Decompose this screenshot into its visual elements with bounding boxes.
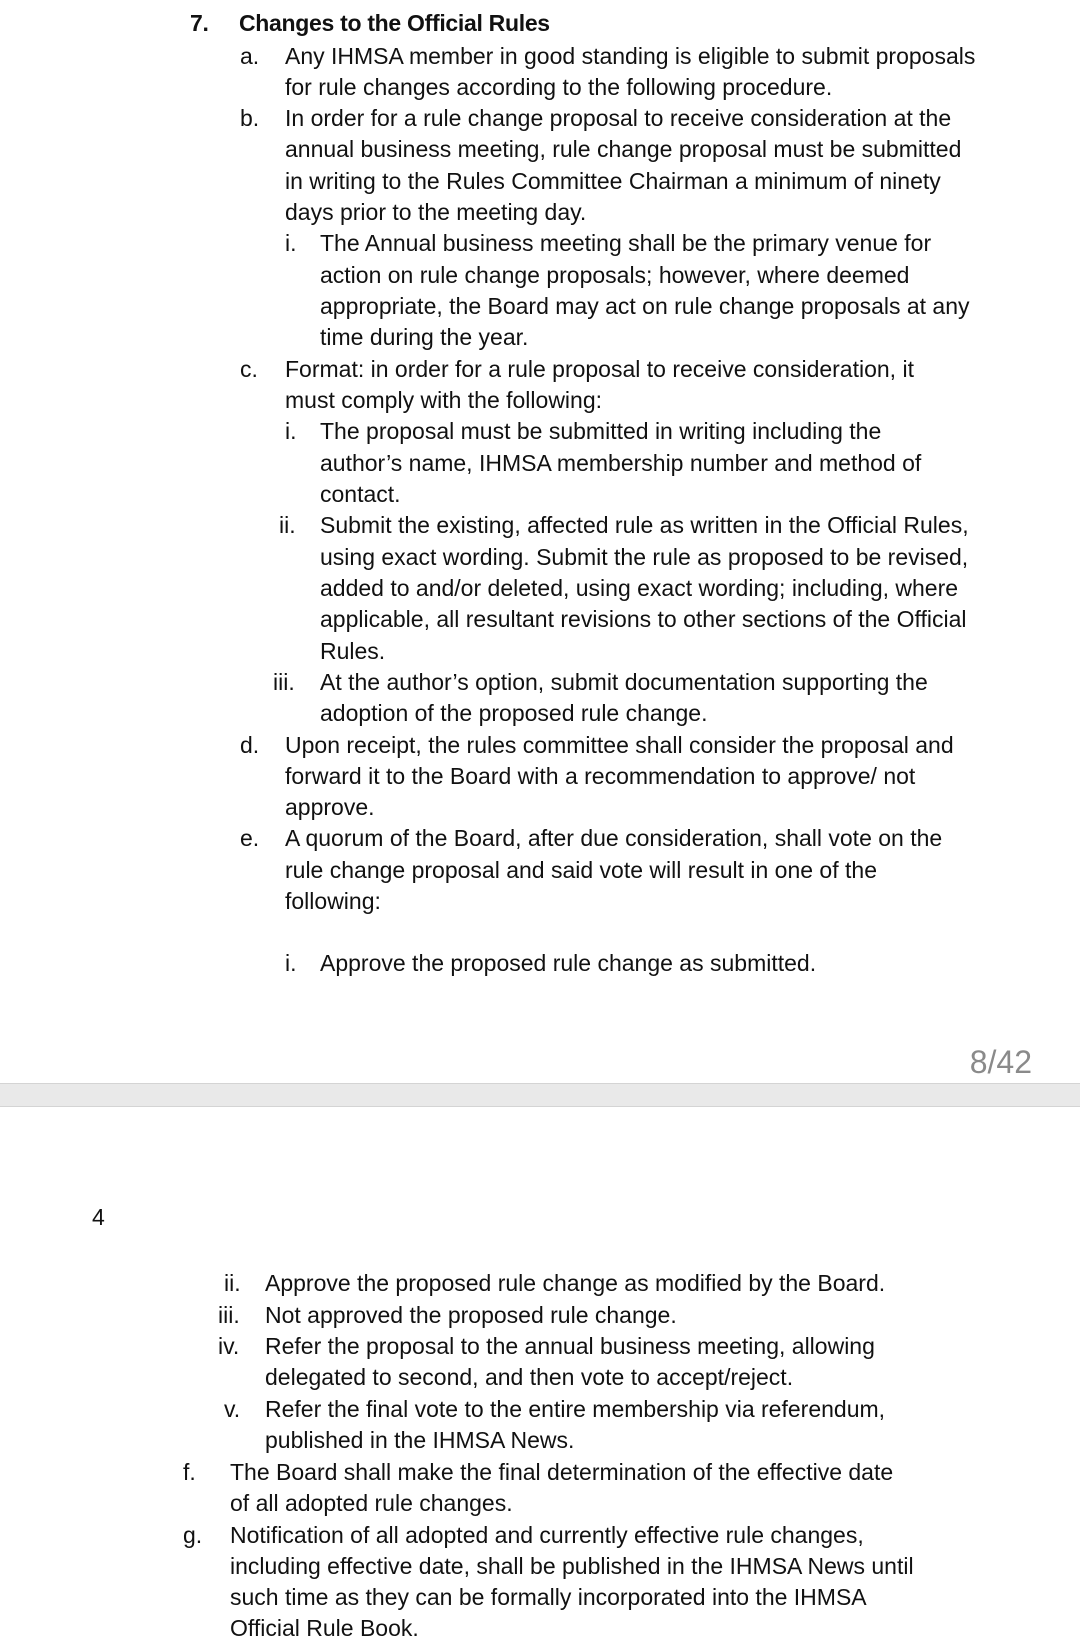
item-a-marker: a.: [240, 43, 260, 69]
item-c-sub-iii-marker: iii.: [273, 669, 295, 695]
item-e-sub-iii-line-1: Not approved the proposed rule change.: [265, 1302, 677, 1328]
item-c-sub-i-marker: i.: [285, 418, 297, 444]
item-e-sub-v-marker: v.: [224, 1396, 241, 1422]
section-number: 7.: [190, 10, 209, 36]
item-g-line-4: Official Rule Book.: [230, 1615, 419, 1641]
item-e-sub-i-line-1: Approve the proposed rule change as submitted.: [320, 950, 817, 976]
item-g-line-3: such time as they can be formally incorporated into the IHMSA: [230, 1584, 867, 1610]
item-b-marker: b.: [240, 105, 260, 131]
section-title: Changes to the Official Rules: [239, 10, 550, 36]
document-page-number: 4: [92, 1204, 105, 1230]
item-c-line-1: Format: in order for a rule proposal to receive consideration, it: [285, 356, 914, 382]
item-b-sub-i-line-1: The Annual business meeting shall be the primary venue for: [320, 230, 932, 256]
item-c-line-2: must comply with the following:: [285, 387, 603, 413]
item-g-marker: g.: [183, 1522, 203, 1548]
item-c-sub-ii-line-4: applicable, all resultant revisions to other sections of the Official: [320, 606, 967, 632]
item-d-line-2: forward it to the Board with a recommendation to approve/ not: [285, 763, 916, 789]
item-b-sub-i-line-3: appropriate, the Board may act on rule change proposals at any: [320, 293, 970, 319]
item-c-sub-i-line-3: contact.: [320, 481, 401, 507]
item-e-sub-v-line-1: Refer the final vote to the entire membership via referendum,: [265, 1396, 886, 1422]
page-separator: [0, 1083, 1080, 1107]
item-c-sub-i-line-2: author’s name, IHMSA membership number and method of: [320, 450, 922, 476]
item-b-sub-i-line-4: time during the year.: [320, 324, 529, 350]
item-b-line-3: in writing to the Rules Committee Chairman a minimum of ninety: [285, 168, 941, 194]
item-c-sub-ii-line-5: Rules.: [320, 638, 386, 664]
item-c-marker: c.: [240, 356, 258, 382]
item-b-sub-i-marker: i.: [285, 230, 297, 256]
item-e-line-3: following:: [285, 888, 381, 914]
item-a-line-2: for rule changes according to the following procedure.: [285, 74, 833, 100]
item-b-line-4: days prior to the meeting day.: [285, 199, 587, 225]
item-b-line-2: annual business meeting, rule change proposal must be submitted: [285, 136, 962, 162]
page-counter: 8/42: [969, 1044, 1032, 1080]
item-c-sub-ii-marker: ii.: [279, 512, 296, 538]
item-e-line-2: rule change proposal and said vote will result in one of the: [285, 857, 877, 883]
item-e-marker: e.: [240, 825, 260, 851]
item-c-sub-ii-line-1: Submit the existing, affected rule as written in the Official Rules,: [320, 512, 969, 538]
item-e-sub-iv-line-2: delegated to second, and then vote to accept/reject.: [265, 1364, 794, 1390]
item-e-sub-iv-line-1: Refer the proposal to the annual business meeting, allowing: [265, 1333, 875, 1359]
item-f-marker: f.: [183, 1459, 196, 1485]
item-c-sub-ii-line-2: using exact wording. Submit the rule as proposed to be revised,: [320, 544, 969, 570]
item-d-marker: d.: [240, 732, 260, 758]
item-c-sub-ii-line-3: added to and/or deleted, using exact wording; including, where: [320, 575, 959, 601]
item-g-line-1: Notification of all adopted and currently effective rule changes,: [230, 1522, 864, 1548]
item-c-sub-iii-line-2: adoption of the proposed rule change.: [320, 700, 708, 726]
item-d-line-3: approve.: [285, 794, 375, 820]
item-c-sub-iii-line-1: At the author’s option, submit documentation supporting the: [320, 669, 928, 695]
item-f-line-1: The Board shall make the final determination of the effective date: [230, 1459, 894, 1485]
item-d-line-1: Upon receipt, the rules committee shall consider the proposal and: [285, 732, 954, 758]
item-e-sub-ii-line-1: Approve the proposed rule change as modified by the Board.: [265, 1270, 886, 1296]
item-a-line-1: Any IHMSA member in good standing is eligible to submit proposals: [285, 43, 976, 69]
item-b-sub-i-line-2: action on rule change proposals; however, where deemed: [320, 262, 910, 288]
item-e-sub-iii-marker: iii.: [218, 1302, 240, 1328]
item-e-sub-v-line-2: published in the IHMSA News.: [265, 1427, 575, 1453]
item-e-sub-iv-marker: iv.: [218, 1333, 240, 1359]
item-e-line-1: A quorum of the Board, after due consideration, shall vote on the: [285, 825, 943, 851]
item-g-line-2: including effective date, shall be published in the IHMSA News until: [230, 1553, 914, 1579]
item-f-line-2: of all adopted rule changes.: [230, 1490, 513, 1516]
item-b-line-1: In order for a rule change proposal to receive consideration at the: [285, 105, 952, 131]
item-e-sub-ii-marker: ii.: [224, 1270, 241, 1296]
item-e-sub-i-marker: i.: [285, 950, 297, 976]
item-c-sub-i-line-1: The proposal must be submitted in writing including the: [320, 418, 882, 444]
